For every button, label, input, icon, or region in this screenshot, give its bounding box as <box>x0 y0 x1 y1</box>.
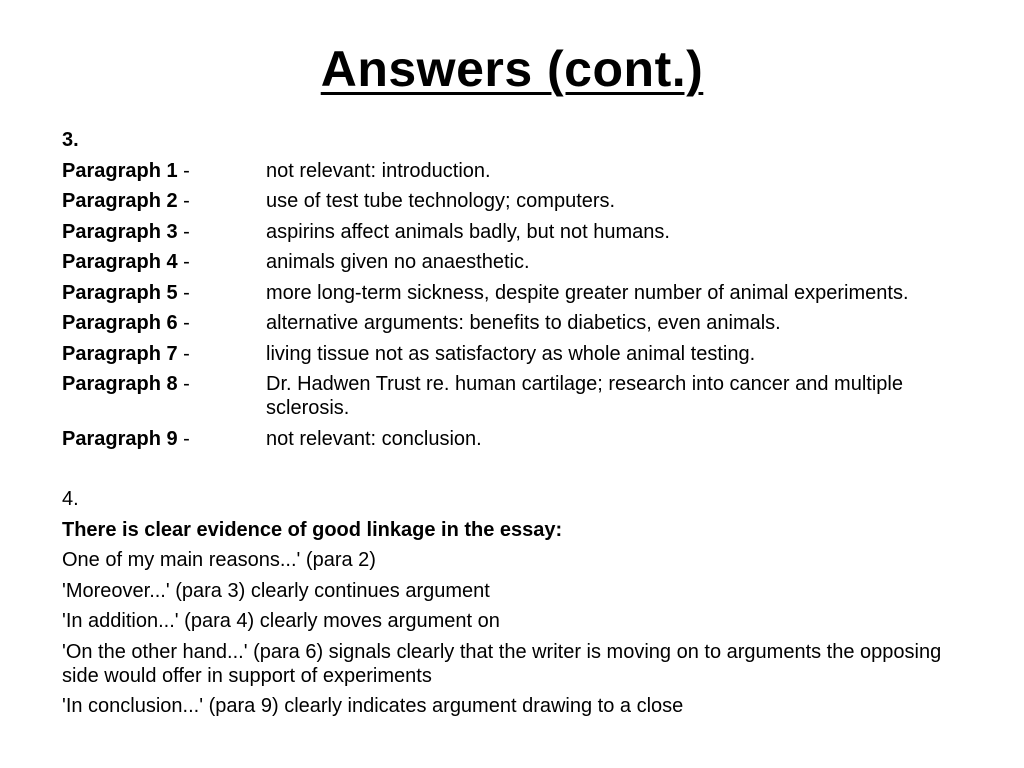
paragraph-answer: not relevant: conclusion. <box>266 427 482 450</box>
paragraph-dash: - <box>177 220 190 243</box>
linkage-line: 'In conclusion...' (para 9) clearly indicates argument drawing to a close <box>62 695 684 717</box>
paragraph-dash: - <box>177 312 190 334</box>
paragraph-label <box>62 427 266 451</box>
question-4-heading: There is clear evidence of good linkage in the essay: <box>62 518 563 541</box>
slide-content <box>62 128 982 725</box>
paragraph-name: Paragraph 2 <box>62 190 178 212</box>
linkage-line: 'In addition...' (para 4) clearly moves argument on <box>62 610 500 632</box>
paragraph-row <box>62 427 982 451</box>
paragraph-label <box>62 159 266 183</box>
paragraph-dash: - <box>177 373 190 395</box>
paragraph-answer: animals given no anaesthetic. <box>266 251 530 273</box>
question-3-number: 3. <box>62 129 79 151</box>
paragraph-label <box>62 281 266 305</box>
paragraph-row <box>62 311 982 335</box>
paragraph-label <box>62 220 266 244</box>
paragraph-answer: living tissue not as satisfactory as whole animal testing. <box>266 342 756 365</box>
paragraph-dash: - <box>177 251 190 273</box>
paragraph-row <box>62 250 982 274</box>
paragraph-label <box>62 189 266 213</box>
paragraph-dash: - <box>177 190 190 212</box>
paragraph-answer: use of test tube technology; computers. <box>266 190 616 212</box>
paragraph-dash: - <box>177 159 190 182</box>
paragraph-dash: - <box>177 427 190 450</box>
paragraph-name: Paragraph 8 <box>62 373 178 395</box>
paragraph-label <box>62 311 266 335</box>
paragraph-name: Paragraph 4 <box>62 251 178 273</box>
paragraph-answer: aspirins affect animals badly, but not humans. <box>266 220 670 243</box>
linkage-line: 'On the other hand...' (para 6) signals clearly that the writer is moving on to arguments the opposing side would offer in support of experiments <box>62 640 942 687</box>
paragraph-label <box>62 372 266 396</box>
paragraph-answer: more long-term sickness, despite greater number of animal experiments. <box>266 281 909 304</box>
section-spacer <box>62 457 982 487</box>
paragraph-name: Paragraph 7 <box>62 342 178 365</box>
linkage-line: 'Moreover...' (para 3) clearly continues argument <box>62 579 490 602</box>
paragraph-row <box>62 281 982 305</box>
paragraph-row <box>62 159 982 183</box>
question-4-number: 4. <box>62 488 79 510</box>
paragraph-dash: - <box>177 342 190 365</box>
linkage-line: One of my main reasons...' (para 2) <box>62 549 376 571</box>
paragraph-answer: Dr. Hadwen Trust re. human cartilage; research into cancer and multiple sclerosis. <box>266 373 903 419</box>
paragraph-name: Paragraph 5 <box>62 281 178 304</box>
paragraph-name: Paragraph 9 <box>62 427 178 450</box>
paragraph-row <box>62 342 982 366</box>
paragraph-name: Paragraph 1 <box>62 159 178 182</box>
paragraph-row <box>62 189 982 213</box>
paragraph-label <box>62 342 266 366</box>
paragraph-answer: alternative arguments: benefits to diabetics, even animals. <box>266 312 781 334</box>
paragraph-dash: - <box>177 281 190 304</box>
slide-title: Answers (cont.) <box>320 41 704 97</box>
paragraph-name: Paragraph 6 <box>62 312 178 334</box>
paragraph-row <box>62 220 982 244</box>
paragraph-name: Paragraph 3 <box>62 220 178 243</box>
paragraph-label <box>62 250 266 274</box>
paragraph-answer: not relevant: introduction. <box>266 159 491 182</box>
paragraph-row <box>62 372 982 420</box>
